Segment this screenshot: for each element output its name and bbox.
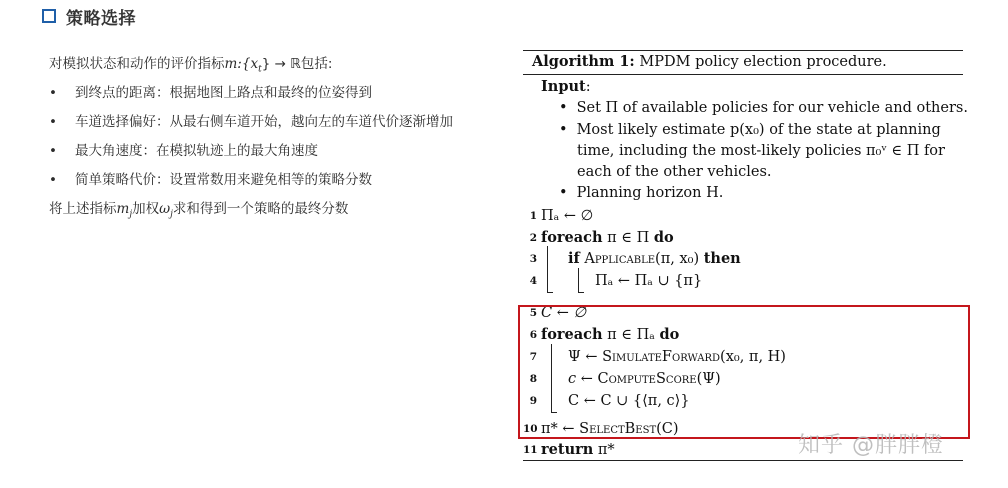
bottom-rule (523, 460, 963, 461)
intro-line: 对模拟状态和动作的评价指标$m:\{x_t\}$ → ℝ包括: (49, 56, 333, 75)
input-item: • Planning horizon H. (559, 185, 724, 201)
algorithm-caption: Algorithm 1: MPDM policy election procedure. (532, 53, 887, 70)
highlight-box (518, 305, 970, 439)
input-item-continued: time, including the most-likely policies π₀ᵛ ∈ Π for (577, 143, 945, 159)
block-bar (578, 268, 579, 292)
page-title (42, 4, 136, 28)
bullet-item: • 简单策略代价：设置常数用来避免相等的策略分数 (49, 168, 453, 197)
title-text: 策略选择 (66, 8, 136, 29)
input-item: • Most likely estimate p(x₀) of the state at planning (559, 122, 941, 138)
block-bar (547, 246, 548, 292)
input-item: • Set Π of available policies for our vehicle and others. (559, 100, 968, 116)
caption-rule (523, 74, 963, 75)
block-foot (547, 292, 553, 293)
bullet-item: • 到终点的距离：根据地图上路点和最终的位姿得到 (49, 81, 453, 110)
description-text (49, 52, 453, 226)
block-foot (578, 292, 584, 293)
bullet-item: • 车道选择偏好：从最右侧车道开始，越向左的车道代价逐渐增加 (49, 110, 453, 139)
input-item-continued: each of the other vehicles. (577, 164, 772, 180)
top-rule (523, 50, 963, 51)
input-label: Input: (541, 78, 591, 95)
square-bullet-icon (42, 9, 56, 23)
bullet-item: • 最大角速度：在模拟轨迹上的最大角速度 (49, 139, 453, 168)
watermark: 知乎 @胖胖橙 (798, 433, 944, 458)
summary-line: 将上述指标$m_j$加权$\omega_j$求和得到一个策略的最终分数 (49, 201, 349, 220)
